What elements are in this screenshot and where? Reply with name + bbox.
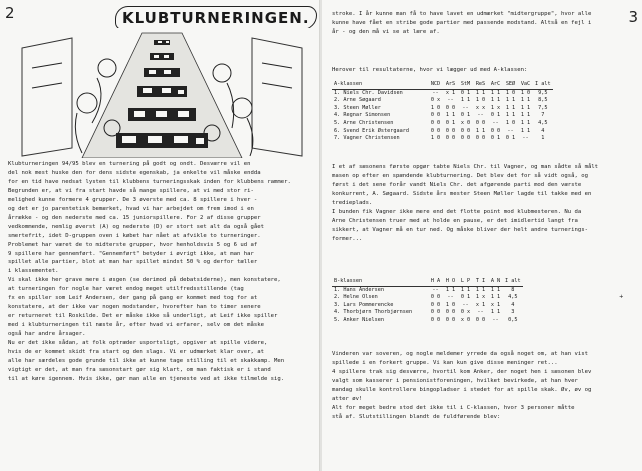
score-cell: 0 0 bbox=[445, 316, 456, 323]
b-header-col: H A bbox=[428, 278, 443, 286]
left-page bbox=[0, 0, 320, 471]
score-cell: 1 0 bbox=[505, 89, 516, 96]
table-row bbox=[332, 309, 523, 317]
score-cell: 0 0 bbox=[475, 316, 486, 323]
score-cell: 1 x bbox=[475, 294, 486, 301]
score-cell: 1 1 bbox=[520, 112, 531, 119]
player-name: 1. Hans Andersen bbox=[334, 286, 384, 293]
score-cell: 0 1 bbox=[490, 135, 501, 142]
margin-note: + bbox=[619, 294, 624, 300]
player-name: 1. Niels Chr. Davidsen bbox=[334, 89, 403, 96]
player-name: 3. Steen Møller bbox=[334, 104, 381, 111]
a-class-table bbox=[332, 81, 553, 143]
score-cell: 0 0 bbox=[460, 127, 471, 134]
score-cell: 1 1 bbox=[445, 286, 456, 293]
right-intro-text: stroke. I år kunne man få to have lavet en udmærket "midtergruppe", hvor alle kunne have fået en stribe gode partier med passende modstand. Altså en fejl i år - og den må vi se at lære af. bbox=[332, 11, 592, 35]
total-cell: 4 bbox=[541, 127, 545, 134]
score-cell: -- bbox=[447, 294, 454, 301]
score-cell: -- bbox=[492, 316, 499, 323]
player-name: 7. Vagner Christensen bbox=[334, 135, 400, 142]
score-cell: 1 1 bbox=[460, 97, 471, 104]
total-cell: 3 bbox=[511, 309, 515, 316]
table-row bbox=[332, 294, 523, 302]
score-cell: x 1 bbox=[475, 301, 486, 308]
b-header-name: B-klassen bbox=[332, 278, 428, 286]
a-header-col: SEØ bbox=[503, 81, 518, 89]
score-cell: 1 1 bbox=[445, 112, 456, 119]
score-cell: x x bbox=[475, 104, 486, 111]
table-row bbox=[332, 135, 553, 143]
score-cell: 1 0 bbox=[430, 104, 441, 111]
score-cell: 1 1 bbox=[475, 89, 486, 96]
table-row bbox=[332, 317, 523, 325]
score-cell: 0 1 bbox=[505, 135, 516, 142]
player-name: 2. Arne Søgaard bbox=[334, 97, 381, 104]
score-cell: 1 1 bbox=[520, 97, 531, 104]
total-cell: 0,5 bbox=[508, 316, 518, 323]
total-cell: 8 bbox=[511, 286, 515, 293]
score-cell: x 0 bbox=[460, 316, 471, 323]
a-header-col: ReS bbox=[473, 81, 488, 89]
score-cell: -- bbox=[522, 135, 529, 142]
score-cell: 1 1 bbox=[505, 97, 516, 104]
score-cell: 0 1 bbox=[445, 119, 456, 126]
score-cell: 1 1 bbox=[490, 309, 501, 316]
right-page bbox=[322, 0, 642, 471]
b-table-header-row bbox=[332, 278, 523, 286]
score-cell: 1 1 bbox=[490, 97, 501, 104]
table-row bbox=[332, 97, 553, 105]
score-cell: 0 1 bbox=[460, 294, 471, 301]
table-row bbox=[332, 128, 553, 136]
total-cell: 1 bbox=[541, 135, 545, 142]
a-header-col: NCD bbox=[428, 81, 443, 89]
score-cell: -- bbox=[432, 286, 439, 293]
score-cell: 1 1 bbox=[520, 127, 531, 134]
score-cell: 0 0 bbox=[430, 301, 441, 308]
score-cell: 0 0 bbox=[430, 294, 441, 301]
headline: KLUBTURNERINGEN. bbox=[115, 6, 317, 30]
table-row bbox=[332, 112, 553, 120]
b-header-col: A N bbox=[488, 278, 503, 286]
player-name: 4. Regnar Simonsen bbox=[334, 112, 391, 119]
b-header-col: H O bbox=[443, 278, 458, 286]
score-cell: -- bbox=[477, 309, 484, 316]
score-cell: -- bbox=[462, 301, 469, 308]
table-row bbox=[332, 286, 523, 294]
score-cell: 0 x bbox=[460, 309, 471, 316]
a-class-heading: Herover til resultaterne, hvor vi lægger ud med A-klassen: bbox=[332, 67, 528, 73]
score-cell: x 0 bbox=[460, 119, 471, 126]
table-row bbox=[332, 302, 523, 310]
score-cell: 0 0 bbox=[430, 112, 441, 119]
score-cell: 0 0 bbox=[475, 135, 486, 142]
total-cell: 7,5 bbox=[538, 104, 548, 111]
score-cell: 0 0 bbox=[475, 119, 486, 126]
score-cell: 1 1 bbox=[520, 104, 531, 111]
a-header-col: ArC bbox=[488, 81, 503, 89]
score-cell: x 1 bbox=[445, 89, 456, 96]
score-cell: 0 1 bbox=[490, 112, 501, 119]
score-cell: 1 0 bbox=[475, 97, 486, 104]
score-cell: 0 0 bbox=[445, 104, 456, 111]
score-cell: 1 1 bbox=[505, 112, 516, 119]
score-cell: 1 1 bbox=[520, 119, 531, 126]
score-cell: -- bbox=[462, 104, 469, 111]
score-cell: 1 1 bbox=[490, 294, 501, 301]
score-cell: -- bbox=[507, 127, 514, 134]
score-cell: 1 1 bbox=[475, 286, 486, 293]
total-cell: 8,5 bbox=[538, 97, 548, 104]
b-class-table bbox=[332, 278, 523, 325]
b-header-col: L P bbox=[458, 278, 473, 286]
score-cell: 0 1 bbox=[460, 112, 471, 119]
player-name: 5. Anker Nielsen bbox=[334, 316, 384, 323]
right-closing-text: Vinderen var soveren, og nogle meldemer yrrede da også noget om, at han vist spillede i en forkert gruppe. Vi kan kun give disse meninger ret... 4 spillere trak sig desværre, hvortil kom Anker, der noget hen i sæsonen blev valgt som kasserer i pensionistforeningen, hvilket bevirkede, at han hver mandag skulle kontrollere bingopladser i stedet for at spille skak. Øv, øv og atter øv! Alt for meget bedre stod det ikke til i C-klassen, hvor 3 personer måtte stå af. Slutstillingen blandt de fuldførende blev: bbox=[332, 351, 592, 420]
score-cell: 1 0 bbox=[505, 119, 516, 126]
score-cell: 1 1 bbox=[490, 286, 501, 293]
score-cell: -- bbox=[432, 89, 439, 96]
score-cell: 1 0 bbox=[430, 135, 441, 142]
total-cell: 4,5 bbox=[538, 119, 548, 126]
a-header-col: I alt bbox=[533, 81, 553, 89]
b-header-col: T I bbox=[473, 278, 488, 286]
left-article-text: Klubturneringen 94/95 blev en turnering på godt og ondt. Desværre vil en del nok mest huske den for dens sidste egenskab, ja enkelte vil måske endda for en tid have nedsat lysten til klubbens turneringsskak inden for klubbens rammer. Begrunden er, at vi fra start havde så mange spillere, at vi med stor ri- melighed kunne formere 4 grupper. De 3 øverste med ca. 8 spillere i hver - og det er jo parentetisk bemærket, hvad vi har arbejdet om frem imod i en årrække - og den nederste med ca. 15 juniorspillere. For 2 af disse grupper vedkommende, nemlig øverst (A) og nederste (D) er stort set alt da også gået smertefrit, idet D-gruppen oven i købet har nået at afvikle to turneringer. Problemet har været de to midterste grupper, hvor henholdsvis 5 og 6 ud af 9 spillere har gennemført. "Gennemført" betyder i øvrigt ikke, at man har spillet alle partier, blot at man har spillet mindst 50 % og derfor tæller i klassementet. Vi skal ikke her grave mere i øsgen (se derimod på debatsiderne), men konstatere, at turneringen for nogle har været endog meget utilfredsstillende (tag fx en spiller som Leif Andersen, der gang på gang er kommet med tog for at konstatere, at der ikke var nogen modstander, hvorefter han to timer senere er returneret til Roskilde. Det er måske ikke så underligt, at Leif ikke spiller med i klubturneringen til næste år, efter hvad vi erfarer, selv om det måske også har andre årsager. Nu er det ikke sådan, at folk optræder usportsligt, opgiver at spille videre, hvis de er kommet skidt fra start og den slags. Vi er udmærket klar over, at alle har særdeles gode grunde til ikke at kunne tage stilling til et skakkamp. Men vigtigt er det, at man fra sæsonstart gør sig klart, om man faktisk er i stand til at køre igennem. Hvis ikke, gør man alle en tjeneste ved at ikke tilmelde sig. bbox=[8, 161, 291, 382]
score-cell: -- bbox=[477, 112, 484, 119]
score-cell: 1 1 bbox=[490, 89, 501, 96]
table-row bbox=[332, 105, 553, 113]
a-header-col: VaC bbox=[518, 81, 533, 89]
score-cell: 0 0 bbox=[445, 135, 456, 142]
player-name: 4. Thorbjørn Thorbjørnsen bbox=[334, 309, 413, 316]
score-cell: 0 0 bbox=[445, 309, 456, 316]
score-cell: -- bbox=[492, 119, 499, 126]
score-cell: 1 0 bbox=[445, 301, 456, 308]
page-number-right: 3 bbox=[628, 8, 638, 26]
score-cell: 0 1 bbox=[460, 89, 471, 96]
player-name: 5. Arne Christensen bbox=[334, 119, 394, 126]
score-cell: 0 0 bbox=[430, 316, 441, 323]
score-cell: 1 1 bbox=[460, 286, 471, 293]
score-cell: 0 0 bbox=[430, 309, 441, 316]
score-cell: 1 1 bbox=[505, 104, 516, 111]
score-cell: 1 1 bbox=[475, 127, 486, 134]
total-cell: 4 bbox=[511, 301, 515, 308]
chess-hall-illustration bbox=[12, 28, 312, 158]
table-row bbox=[332, 89, 553, 97]
score-cell: 0 0 bbox=[490, 127, 501, 134]
total-cell: 7 bbox=[541, 112, 545, 119]
score-cell: 0 x bbox=[430, 97, 441, 104]
score-cell: 1 0 bbox=[520, 89, 531, 96]
score-cell: 0 0 bbox=[430, 119, 441, 126]
total-cell: 9,5 bbox=[538, 89, 548, 96]
a-header-col: StM bbox=[458, 81, 473, 89]
score-cell: 0 0 bbox=[445, 127, 456, 134]
right-commentary-text: I et af sæsonens første opgør tabte Niels Chr. til Vagner, og man sådte så målt masen op efter en spændende klubturnering. Det blev det for så vidt også, og først i det sene forår vandt Niels Chr. det afgørende parti mod den værste konkurrent, A. Søgaard. Sidste års mester Steen Møller lagde til takke med en tredieplads. I bunden fik Vagner ikke mere end det flotte point mod klubmesteren. Nu da Arne Christensen truer med at holde en pause, er det imidlertid langt fra sikkert, at Vagner må en tur ned. Og måske bliver der helt andre turnerings- former... bbox=[332, 164, 599, 242]
b-header-col: I alt bbox=[503, 278, 523, 286]
player-name: 6. Svend Erik Østergaard bbox=[334, 127, 409, 134]
score-cell: -- bbox=[447, 97, 454, 104]
score-cell: x 1 bbox=[490, 301, 501, 308]
player-name: 3. Lars Pommerencke bbox=[334, 301, 394, 308]
a-header-col: ArS bbox=[443, 81, 458, 89]
a-table-header-row bbox=[332, 81, 553, 89]
player-name: 2. Helne Olsen bbox=[334, 294, 378, 301]
table-row bbox=[332, 120, 553, 128]
score-cell: 1 x bbox=[490, 104, 501, 111]
score-cell: 0 0 bbox=[460, 135, 471, 142]
a-header-name: A-klassen bbox=[332, 81, 428, 89]
page-number-left: 2 bbox=[5, 4, 15, 22]
score-cell: 0 0 bbox=[430, 127, 441, 134]
total-cell: 4,5 bbox=[508, 294, 518, 301]
